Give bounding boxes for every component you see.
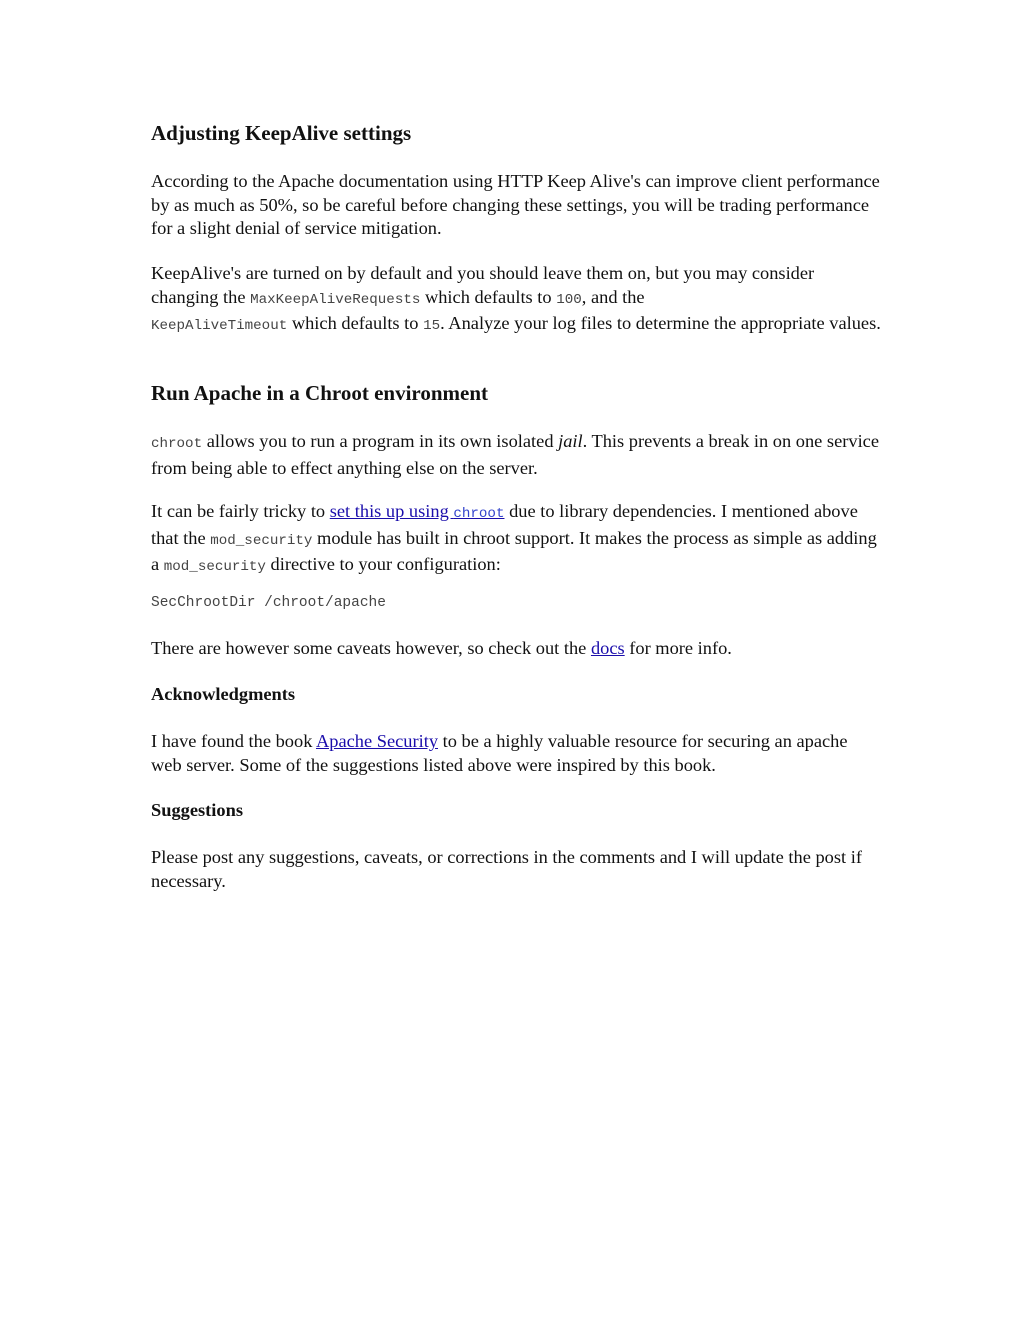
suggestions-heading: Suggestions bbox=[151, 800, 243, 820]
text-span: to be a highly valuable resource for securing an apache web server. Some of the suggestions listed above were inspired by this book. bbox=[151, 731, 848, 775]
text-span: . Analyze your log files to determine the appropriate values. bbox=[440, 313, 881, 333]
text-span: allows you to run a program in its own isolated bbox=[202, 431, 559, 451]
chroot-paragraph-3 bbox=[151, 637, 881, 661]
text-span: which defaults to bbox=[420, 286, 557, 307]
link-text: set this up using bbox=[329, 501, 454, 521]
apache-security-link[interactable]: Apache Security bbox=[315, 731, 439, 751]
code-mod-security: mod_security bbox=[163, 559, 266, 575]
text-span: due to library dependencies. I mentioned above that the bbox=[151, 501, 858, 548]
text-span: . This prevents a break in on one service from being able to effect anything else on the server. bbox=[151, 431, 880, 478]
chroot-heading: Run Apache in a Chroot environment bbox=[151, 381, 489, 405]
text-span: module has built in chroot support. It makes the process as simple as adding a bbox=[151, 527, 877, 574]
text-span: KeepAlive's are turned on by default and you should leave them on, but you may consider changing the bbox=[151, 263, 815, 307]
text-span: I have found the book bbox=[151, 731, 316, 751]
code-default-100: 100 bbox=[556, 291, 582, 308]
chroot-paragraph-1 bbox=[151, 430, 881, 480]
link-code-chroot: chroot bbox=[453, 506, 505, 522]
code-maxkeepaliverequests: MaxKeepAliveRequests bbox=[250, 291, 421, 308]
text-span: There are however some caveats however, so check out the bbox=[151, 638, 591, 658]
chroot-setup-link[interactable] bbox=[330, 501, 505, 521]
code-chroot: chroot bbox=[151, 436, 203, 452]
text-span: directive to your configuration: bbox=[265, 554, 501, 574]
code-default-15: 15 bbox=[423, 318, 441, 334]
keepalive-paragraph-1: According to the Apache documentation using HTTP Keep Alive's can improve client performance by as much as 50%, so be careful before changing these settings, you will be trading performance for a slight denial of service mitigation. bbox=[151, 171, 880, 238]
text-span: It can be fairly tricky to bbox=[151, 501, 330, 521]
config-code-block: SecChrootDir /chroot/apache bbox=[151, 595, 386, 611]
chroot-paragraph-2 bbox=[151, 500, 881, 580]
keepalive-paragraph-2 bbox=[151, 262, 881, 339]
text-span: , and the bbox=[581, 286, 645, 307]
text-span: for more info. bbox=[624, 638, 732, 658]
suggestions-paragraph: Please post any suggestions, caveats, or corrections in the comments and I will update the post if necessary. bbox=[151, 847, 862, 891]
emphasis-jail: jail bbox=[558, 431, 583, 451]
acknowledgments-paragraph bbox=[151, 730, 881, 777]
code-mod-security: mod_security bbox=[210, 532, 313, 549]
acknowledgments-heading: Acknowledgments bbox=[151, 684, 296, 704]
code-keepalivetimeout: KeepAliveTimeout bbox=[151, 318, 288, 334]
keepalive-heading: Adjusting KeepAlive settings bbox=[151, 121, 412, 145]
text-span: which defaults to bbox=[287, 313, 424, 333]
docs-link[interactable]: docs bbox=[590, 638, 625, 658]
